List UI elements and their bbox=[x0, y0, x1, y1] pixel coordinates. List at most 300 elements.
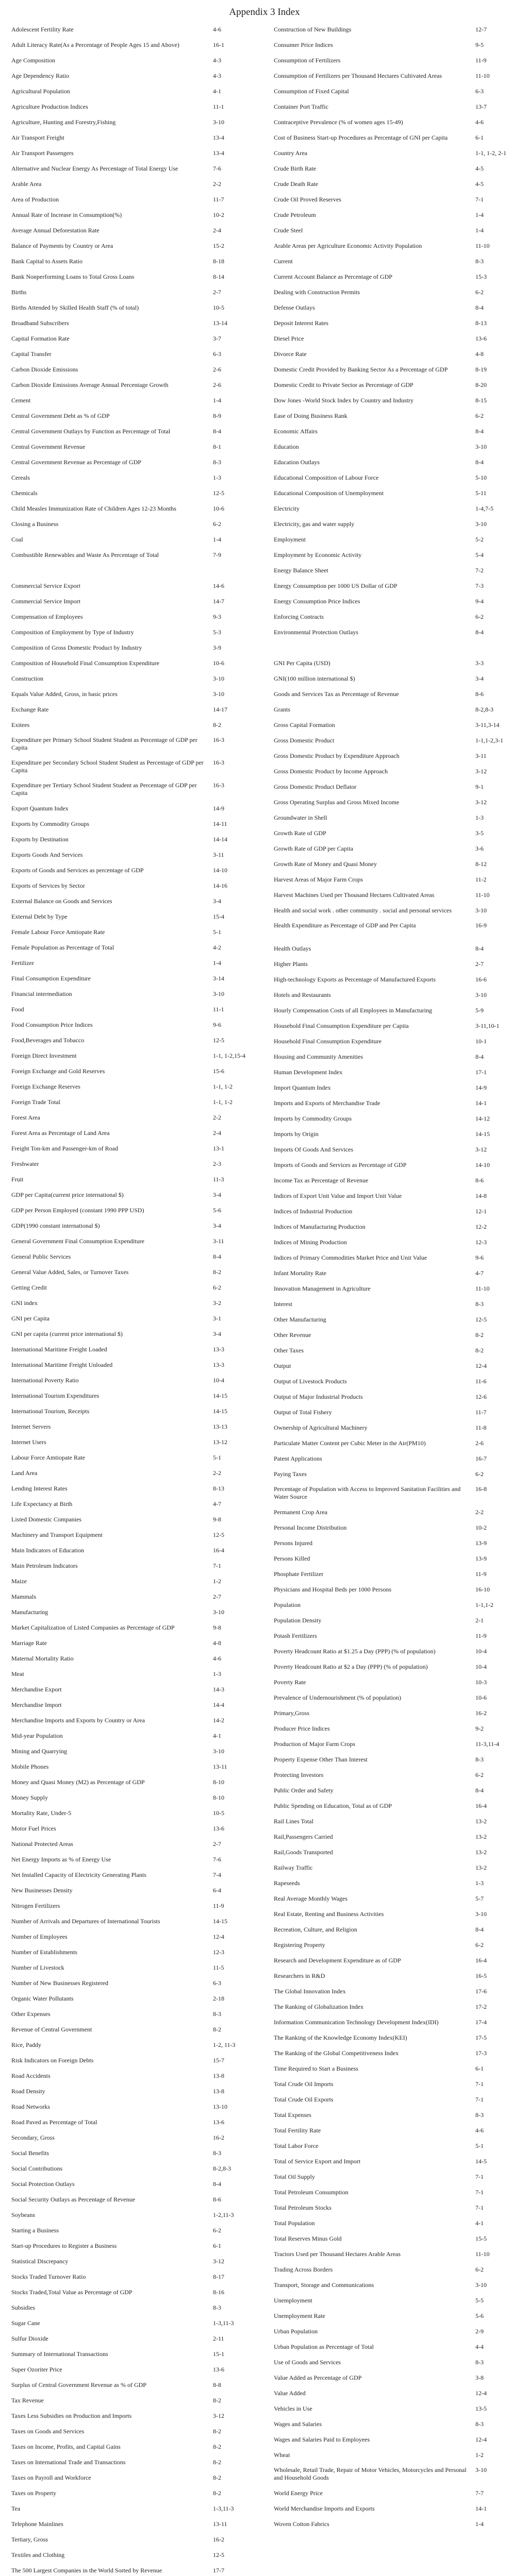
index-entry bbox=[11, 1682, 255, 1697]
index-term: Recreation, Culture, and Religion bbox=[274, 1925, 357, 1933]
index-term: Rice, Paddy bbox=[11, 2041, 41, 2048]
index-term: Consumption of Fertilizers bbox=[274, 56, 341, 64]
index-entry bbox=[274, 83, 518, 99]
index-entry bbox=[274, 547, 518, 563]
index-term: Educational Composition of Unemployment bbox=[274, 489, 384, 497]
index-term: Tax Revenue bbox=[11, 2396, 44, 2404]
index-term: Alternative and Nuclear Energy As Percentage of Total Energy Use bbox=[11, 164, 178, 172]
index-term: Household Final Consumption Expenditure per Capita bbox=[274, 1022, 409, 1029]
index-term: Permanent Crop Area bbox=[274, 1508, 327, 1516]
index-table-ref: 13-2 bbox=[475, 1863, 487, 1871]
index-table-ref: 12-5 bbox=[475, 1315, 487, 1323]
index-term: Starting a Business bbox=[11, 2226, 59, 2234]
index-term: Labour Force Amtiopate Rate bbox=[11, 1453, 85, 1461]
index-table-ref: 12-4 bbox=[213, 1933, 224, 1940]
index-entry bbox=[274, 99, 518, 114]
index-term: Other Manufacturing bbox=[274, 1315, 326, 1323]
index-entry bbox=[274, 1628, 518, 1643]
index-table-ref: 13-8 bbox=[213, 2087, 224, 2095]
index-term: GNI per Capita bbox=[11, 1314, 49, 1322]
index-table-ref: 7-1 bbox=[475, 195, 484, 203]
index-entry bbox=[11, 284, 255, 300]
index-term: Chemicals bbox=[11, 489, 38, 497]
index-term: Total Petroleum Consumption bbox=[274, 2188, 349, 2196]
index-term: Woven Cotton Fabrics bbox=[274, 2520, 329, 2528]
index-entry bbox=[11, 2083, 255, 2099]
index-table-ref: 15-5 bbox=[475, 2234, 487, 2242]
index-entry bbox=[274, 563, 518, 578]
index-entry bbox=[11, 1975, 255, 1991]
index-entry bbox=[274, 1126, 518, 1142]
index-table-ref: 14-4 bbox=[213, 1701, 224, 1708]
index-term: Gross Domestic Product by Income Approach bbox=[274, 767, 388, 775]
index-entry bbox=[274, 1520, 518, 1535]
index-entry bbox=[11, 2006, 255, 2022]
index-entry bbox=[274, 1860, 518, 1875]
index-entry bbox=[11, 1821, 255, 1836]
index-entry bbox=[274, 640, 518, 655]
index-table-ref: 7-3 bbox=[475, 582, 484, 589]
index-term: Foreign Exchange and Gold Reserves bbox=[11, 1067, 105, 1075]
index-table-ref: 2-7 bbox=[213, 288, 221, 296]
index-term: Diesel Price bbox=[274, 334, 304, 342]
index-term: Use of Goods and Services bbox=[274, 2358, 341, 2366]
index-term: Cost of Business Start-up Procedures as Percentage of GNI per Capita bbox=[274, 133, 448, 141]
index-entry bbox=[11, 1867, 255, 1883]
index-table-ref: 5-1 bbox=[213, 928, 221, 936]
index-term: Age Dependency Ratio bbox=[11, 72, 69, 79]
index-table-ref: 3-11,3-14 bbox=[475, 721, 500, 728]
index-term: Domestic Credit to Private Sector as Percentage of GDP bbox=[274, 381, 414, 388]
index-table-ref: 5-7 bbox=[475, 1894, 484, 1902]
index-term: Income Tax as Percentage of Revenue bbox=[274, 1176, 369, 1184]
index-entry bbox=[11, 2393, 255, 2408]
index-table-ref: 8-3 bbox=[475, 1300, 484, 1308]
index-term: Internet Users bbox=[11, 1438, 46, 1446]
index-term: Cereals bbox=[11, 473, 30, 481]
index-table-ref: 8-19 bbox=[475, 365, 487, 373]
index-term: Consumption of Fertilizers per Thousand Hectares Cultivated Areas bbox=[274, 72, 442, 79]
index-term: Tractors Used per Thousand Hectares Arable Areas bbox=[274, 2250, 401, 2258]
index-term: Phosphate Fertilizer bbox=[274, 1570, 324, 1578]
index-term: Forest Area as Percentage of Land Area bbox=[11, 1129, 110, 1137]
index-entry bbox=[274, 532, 518, 547]
index-entry bbox=[274, 331, 518, 346]
index-entry bbox=[274, 764, 518, 779]
index-entry bbox=[11, 1527, 255, 1543]
index-term: Health Expenditure as Percentage of GDP and Per Capita bbox=[274, 922, 416, 929]
index-table-ref: 14-10 bbox=[475, 1161, 490, 1168]
index-table-ref: 4-1 bbox=[475, 2219, 484, 2227]
index-table-ref: 1-4 bbox=[475, 2520, 484, 2528]
index-term: Research and Development Expenditure as of GDP bbox=[274, 1956, 401, 1964]
index-table-ref: 8-4 bbox=[475, 628, 484, 636]
index-table-ref: 10-1 bbox=[475, 1037, 487, 1045]
index-table-ref: 3-12 bbox=[475, 1145, 487, 1153]
index-table-ref: 5-5 bbox=[475, 2296, 484, 2304]
index-entry bbox=[274, 779, 518, 794]
index-term: Money Supply bbox=[11, 1793, 48, 1801]
index-table-ref: 3-10 bbox=[475, 1910, 487, 1918]
index-entry bbox=[11, 671, 255, 686]
index-entry bbox=[274, 37, 518, 53]
index-table-ref: 11-7 bbox=[213, 195, 224, 203]
index-table-ref: 8-3 bbox=[475, 1755, 484, 1763]
index-entry bbox=[274, 1767, 518, 1783]
index-table-ref: 5-4 bbox=[475, 551, 484, 558]
index-entry bbox=[11, 1357, 255, 1372]
index-columns bbox=[11, 22, 518, 2576]
index-entry bbox=[11, 1295, 255, 1311]
index-term: Start-up Procedures to Register a Business bbox=[11, 2242, 117, 2249]
index-term: Super Ozoriter Price bbox=[11, 2365, 62, 2373]
index-entry bbox=[11, 408, 255, 423]
index-table-ref: 8-15 bbox=[475, 396, 487, 404]
index-table-ref: 16-2 bbox=[213, 2133, 224, 2141]
index-table-ref: 3-12 bbox=[475, 767, 487, 775]
index-entry bbox=[11, 37, 255, 53]
index-entry bbox=[274, 887, 518, 903]
index-table-ref: 16-9 bbox=[475, 922, 487, 929]
index-table-ref: 13-6 bbox=[475, 334, 487, 342]
index-table-ref: 14-11 bbox=[213, 820, 227, 827]
index-entry bbox=[11, 1713, 255, 1728]
index-entry bbox=[11, 269, 255, 284]
index-table-ref: 8-3 bbox=[213, 2303, 221, 2311]
index-entry bbox=[11, 1697, 255, 1713]
index-table-ref: 1-1, 1-2 bbox=[213, 1082, 233, 1090]
index-term: Agriculture Production Indices bbox=[11, 103, 88, 110]
index-table-ref: 8-4 bbox=[475, 1786, 484, 1794]
index-table-ref: 12-4 bbox=[475, 2389, 487, 2397]
index-term: Stocks Traded,Total Value as Percentage of GDP bbox=[11, 2288, 133, 2296]
index-term: Social Contributions bbox=[11, 2164, 62, 2172]
index-term: Consumer Price Indices bbox=[274, 41, 333, 48]
index-entry bbox=[274, 918, 518, 941]
index-entry bbox=[11, 655, 255, 671]
index-table-ref: 4-2 bbox=[213, 943, 221, 951]
index-entry bbox=[11, 1759, 255, 1774]
index-entry bbox=[11, 1002, 255, 1017]
index-table-ref: 3-4 bbox=[213, 1191, 221, 1198]
index-entry bbox=[274, 362, 518, 377]
index-table-ref: 8-2 bbox=[475, 1346, 484, 1354]
index-table-ref: 15-7 bbox=[213, 2056, 224, 2064]
index-entry bbox=[274, 1374, 518, 1389]
index-term: Stocks Traded Turnover Ratio bbox=[11, 2273, 86, 2280]
index-entry bbox=[274, 130, 518, 145]
index-term: Expenditure per Tertiary School Student Student as Percentage of GDP per Capita bbox=[11, 782, 197, 796]
index-table-ref: 2-6 bbox=[213, 381, 221, 388]
index-term: Broadband Subscribers bbox=[11, 319, 69, 327]
index-table-ref: 1-1, 1-2 bbox=[213, 1098, 233, 1106]
index-table-ref: 1-4 bbox=[475, 211, 484, 218]
index-term: GNI(100 million international $) bbox=[274, 674, 355, 682]
index-entry bbox=[11, 847, 255, 862]
index-term: Harvest Machines Used per Thousand Hectares Cultivated Areas bbox=[274, 891, 435, 899]
index-term: Taxes on Property bbox=[11, 2489, 57, 2497]
index-entry bbox=[274, 1018, 518, 1033]
index-term: Public Order and Safety bbox=[274, 1786, 334, 1794]
index-table-ref: 6-2 bbox=[213, 520, 221, 528]
index-entry bbox=[11, 1620, 255, 1635]
index-table-ref: 2-2 bbox=[213, 180, 221, 188]
index-entry bbox=[274, 1844, 518, 1860]
index-term: Taxes Less Subsidies on Production and Imports bbox=[11, 2412, 132, 2419]
index-term: Central Government Outlays by Function as Percentage of Total bbox=[11, 427, 171, 435]
index-table-ref: 3-7 bbox=[213, 334, 221, 342]
index-entry bbox=[274, 284, 518, 300]
index-table-ref: 8-3 bbox=[475, 2111, 484, 2119]
index-table-ref: 3-12 bbox=[213, 2257, 224, 2265]
index-term: Rail,Passengers Carried bbox=[274, 1833, 333, 1840]
index-table-ref: 8-2 bbox=[213, 2427, 221, 2435]
index-entry bbox=[11, 1666, 255, 1682]
index-entry bbox=[11, 532, 255, 547]
index-term: Household Final Consumption Expenditure bbox=[274, 1037, 382, 1045]
index-table-ref: 13-2 bbox=[475, 1817, 487, 1825]
index-table-ref: 1-3,11-3 bbox=[213, 2319, 234, 2327]
index-table-ref: 4-7 bbox=[213, 1500, 221, 1507]
index-entry bbox=[274, 501, 518, 516]
index-entry bbox=[274, 1312, 518, 1327]
index-table-ref: 1-3,11-3 bbox=[213, 2504, 234, 2512]
index-entry bbox=[11, 563, 255, 578]
index-table-ref: 3-10 bbox=[213, 990, 224, 997]
index-table-ref: 4-3 bbox=[213, 72, 221, 79]
index-table-ref: 14-9 bbox=[213, 804, 224, 812]
index-entry bbox=[274, 1582, 518, 1597]
index-term: Composition of Employment by Type of Industry bbox=[11, 628, 134, 636]
index-term: Housing and Community Amenities bbox=[274, 1053, 363, 1060]
index-table-ref: 11-1 bbox=[213, 1005, 224, 1013]
index-table-ref: 14-8 bbox=[475, 1192, 487, 1199]
index-term: Indices of Export Unit Value and Import Unit Value bbox=[274, 1192, 402, 1199]
index-table-ref: 3-11 bbox=[213, 1237, 224, 1245]
index-entry bbox=[11, 1264, 255, 1280]
index-term: Mobile Phones bbox=[11, 1762, 49, 1770]
index-entry bbox=[11, 862, 255, 878]
index-term: Imports by Commodity Groups bbox=[274, 1114, 352, 1122]
index-term: Manufacturing bbox=[11, 1608, 48, 1616]
index-table-ref: 6-3 bbox=[213, 350, 221, 358]
index-table-ref: 13-3 bbox=[213, 1345, 224, 1353]
index-table-ref: 3-10 bbox=[475, 2281, 487, 2289]
index-table-ref: 4-4 bbox=[475, 2343, 484, 2350]
index-term: Value Added as Percentage of GDP bbox=[274, 2374, 362, 2381]
index-term: Combustible Renewables and Waste As Percentage of Total bbox=[11, 551, 159, 558]
index-term: Total Oil Supply bbox=[274, 2173, 315, 2180]
index-table-ref: 15-2 bbox=[213, 242, 224, 249]
index-table-ref: 3-10 bbox=[213, 1747, 224, 1755]
index-table-ref: 8-12 bbox=[475, 860, 487, 868]
index-entry bbox=[11, 1403, 255, 1419]
index-term: Sulfur Dioxide bbox=[11, 2334, 48, 2342]
index-term: Births Attended by Skilled Health Staff (% of total) bbox=[11, 303, 139, 311]
index-term: Textiles and Clothing bbox=[11, 2551, 65, 2558]
index-table-ref: 2-3 bbox=[213, 1160, 221, 1167]
index-entry bbox=[11, 1774, 255, 1790]
index-entry bbox=[274, 2432, 518, 2447]
index-table-ref: 13-4 bbox=[213, 149, 224, 157]
index-entry bbox=[274, 733, 518, 748]
index-table-ref: 2-2 bbox=[213, 1113, 221, 1121]
index-table-ref: 14-5 bbox=[475, 2157, 487, 2165]
index-term: Marriage Rate bbox=[11, 1639, 47, 1647]
index-table-ref: 3-11 bbox=[475, 752, 487, 759]
index-term: Electricity, gas and water supply bbox=[274, 520, 355, 528]
index-term: The Ranking of the Global Competitiveness Index bbox=[274, 2049, 399, 2057]
index-table-ref: 8-4 bbox=[475, 1925, 484, 1933]
index-table-ref: 8-3 bbox=[475, 2358, 484, 2366]
index-table-ref: 12-3 bbox=[475, 1238, 487, 1246]
index-term: Environmental Protection Outlays bbox=[274, 628, 358, 636]
index-table-ref: 8-4 bbox=[213, 1252, 221, 1260]
index-term: Maternal Mortality Ratio bbox=[11, 1654, 74, 1662]
index-entry bbox=[11, 1094, 255, 1110]
index-entry bbox=[11, 1141, 255, 1156]
index-table-ref: 17-7 bbox=[213, 2566, 224, 2574]
index-table-ref: 6-2 bbox=[213, 2226, 221, 2234]
index-term: Groundwater in Shell bbox=[274, 814, 327, 821]
index-table-ref: 10-4 bbox=[475, 1647, 487, 1655]
index-table-ref: 14-9 bbox=[475, 1083, 487, 1091]
index-term: Meat bbox=[11, 1670, 24, 1677]
index-table-ref: 8-1 bbox=[213, 443, 221, 450]
index-term: Merchandise Import bbox=[11, 1701, 62, 1708]
index-entry bbox=[11, 1202, 255, 1218]
index-term: Road Paved as Percentage of Total bbox=[11, 2118, 97, 2126]
index-entry bbox=[274, 1404, 518, 1420]
index-entry bbox=[274, 2107, 518, 2123]
index-term: GDP per Person Employed (constant 1990 PPP USD) bbox=[11, 1206, 144, 1214]
index-entry bbox=[274, 1999, 518, 2014]
index-entry bbox=[274, 856, 518, 872]
index-term: Health Outlays bbox=[274, 944, 311, 952]
index-term: Percentage of Population with Access to Improved Sanitation Facilities and Water Source bbox=[274, 1485, 461, 1500]
index-table-ref: 6-3 bbox=[475, 87, 484, 95]
index-table-ref: 8-2,8-3 bbox=[213, 2164, 231, 2172]
index-term: Foreign Exchange Reserves bbox=[11, 1082, 80, 1090]
index-entry bbox=[274, 1064, 518, 1080]
index-term: Foreign Direct Investment bbox=[11, 1052, 77, 1059]
index-term: Taxes on Goods and Services bbox=[11, 2427, 85, 2435]
index-term: Child Measles Immunization Rate of Children Ages 12-23 Months bbox=[11, 504, 176, 512]
index-term: Total Petroleum Stocks bbox=[274, 2204, 332, 2211]
index-entry bbox=[274, 1953, 518, 1968]
index-term: Exchange Rate bbox=[11, 705, 49, 713]
index-term: Transport, Storage and Communications bbox=[274, 2281, 374, 2289]
index-term: Rapeseeds bbox=[274, 1879, 300, 1887]
index-term: Export Quantum Index bbox=[11, 804, 69, 812]
index-table-ref: 13-3 bbox=[213, 1361, 224, 1368]
index-entry bbox=[11, 2099, 255, 2114]
index-term: Telephone Mainlines bbox=[11, 2520, 63, 2528]
index-table-ref: 16-8 bbox=[475, 1485, 487, 1493]
index-table-ref: 2-4 bbox=[213, 226, 221, 234]
index-table-ref: 13-9 bbox=[475, 1539, 487, 1547]
index-term: Education Outlays bbox=[274, 458, 320, 466]
index-entry bbox=[11, 2176, 255, 2192]
index-entry bbox=[274, 1906, 518, 1922]
index-entry bbox=[11, 816, 255, 832]
index-table-ref: 8-4 bbox=[475, 303, 484, 311]
index-term: Infant Mortality Rate bbox=[274, 1269, 326, 1277]
index-entry bbox=[11, 2470, 255, 2485]
index-entry bbox=[11, 940, 255, 955]
index-entry bbox=[274, 1389, 518, 1404]
index-term: Property Expense Other Than Interest bbox=[274, 1755, 368, 1763]
index-term: Food,Beverages and Tobacco bbox=[11, 1036, 85, 1044]
index-table-ref: 12-7 bbox=[475, 25, 487, 33]
index-term: Cement bbox=[11, 396, 31, 404]
index-term: Economic Affairs bbox=[274, 427, 318, 435]
index-entry bbox=[11, 331, 255, 346]
index-entry bbox=[11, 161, 255, 176]
index-term: Persons Injured bbox=[274, 1539, 312, 1547]
index-term: Composition of Gross Domestic Product by Industry bbox=[11, 643, 142, 651]
index-term: World Energy Price bbox=[274, 2489, 323, 2497]
index-table-ref: 1-2 bbox=[475, 2451, 484, 2459]
index-entry bbox=[11, 1419, 255, 1434]
index-entry bbox=[274, 1968, 518, 1984]
index-term: Composition of Household Final Consumption Expenditure bbox=[11, 659, 159, 667]
index-entry bbox=[11, 893, 255, 909]
index-term: Organic Water Pollutants bbox=[11, 1994, 74, 2002]
index-table-ref: 4-1 bbox=[213, 1732, 221, 1739]
index-table-ref: 14-3 bbox=[213, 1685, 224, 1693]
index-term: Employment by Economic Activity bbox=[274, 551, 362, 558]
index-entry bbox=[11, 1233, 255, 1249]
index-table-ref: 3-10 bbox=[475, 991, 487, 998]
index-entry bbox=[11, 1852, 255, 1867]
index-term: Energy Consumption per 1000 US Dollar of GDP bbox=[274, 582, 398, 589]
index-term: New Businesses Density bbox=[11, 1886, 73, 1894]
index-table-ref: 11-6 bbox=[475, 1377, 487, 1385]
index-table-ref: 13-11 bbox=[213, 1762, 227, 1770]
index-entry bbox=[274, 176, 518, 192]
index-entry bbox=[11, 130, 255, 145]
index-entry bbox=[11, 2161, 255, 2176]
index-term: Central Government Revenue bbox=[11, 443, 86, 450]
index-term: Domestic Credit Provided by Banking Sector As a Percentage of GDP bbox=[274, 365, 448, 373]
index-term: Rail Lines Total bbox=[274, 1817, 313, 1825]
index-entry bbox=[274, 2169, 518, 2184]
index-term: Agricultural Population bbox=[11, 87, 70, 95]
index-table-ref: 16-4 bbox=[213, 1546, 224, 1554]
index-entry bbox=[274, 1157, 518, 1173]
index-table-ref: 14-6 bbox=[213, 582, 224, 589]
index-table-ref: 17-2 bbox=[475, 2003, 487, 2010]
index-table-ref: 9-1 bbox=[475, 783, 484, 790]
index-term: Balance of Payments by Country or Area bbox=[11, 242, 113, 249]
index-table-ref: 9-2 bbox=[475, 1724, 484, 1732]
index-term: Births bbox=[11, 288, 27, 296]
index-term: Tertiary, Gross bbox=[11, 2535, 48, 2543]
index-entry bbox=[274, 1080, 518, 1095]
index-term: Social Benefits bbox=[11, 2149, 49, 2157]
index-table-ref: 8-3 bbox=[475, 257, 484, 265]
index-term: Current Account Balance as Percentage of GDP bbox=[274, 273, 392, 280]
index-term: Total Crude Oil Exports bbox=[274, 2095, 334, 2103]
index-entry bbox=[274, 516, 518, 532]
index-table-ref: 4-5 bbox=[475, 164, 484, 172]
index-term: Summary of International Transactions bbox=[11, 2350, 108, 2358]
index-entry bbox=[11, 1434, 255, 1450]
index-entry bbox=[274, 1173, 518, 1188]
index-entry bbox=[274, 1188, 518, 1204]
index-entry bbox=[11, 2346, 255, 2362]
